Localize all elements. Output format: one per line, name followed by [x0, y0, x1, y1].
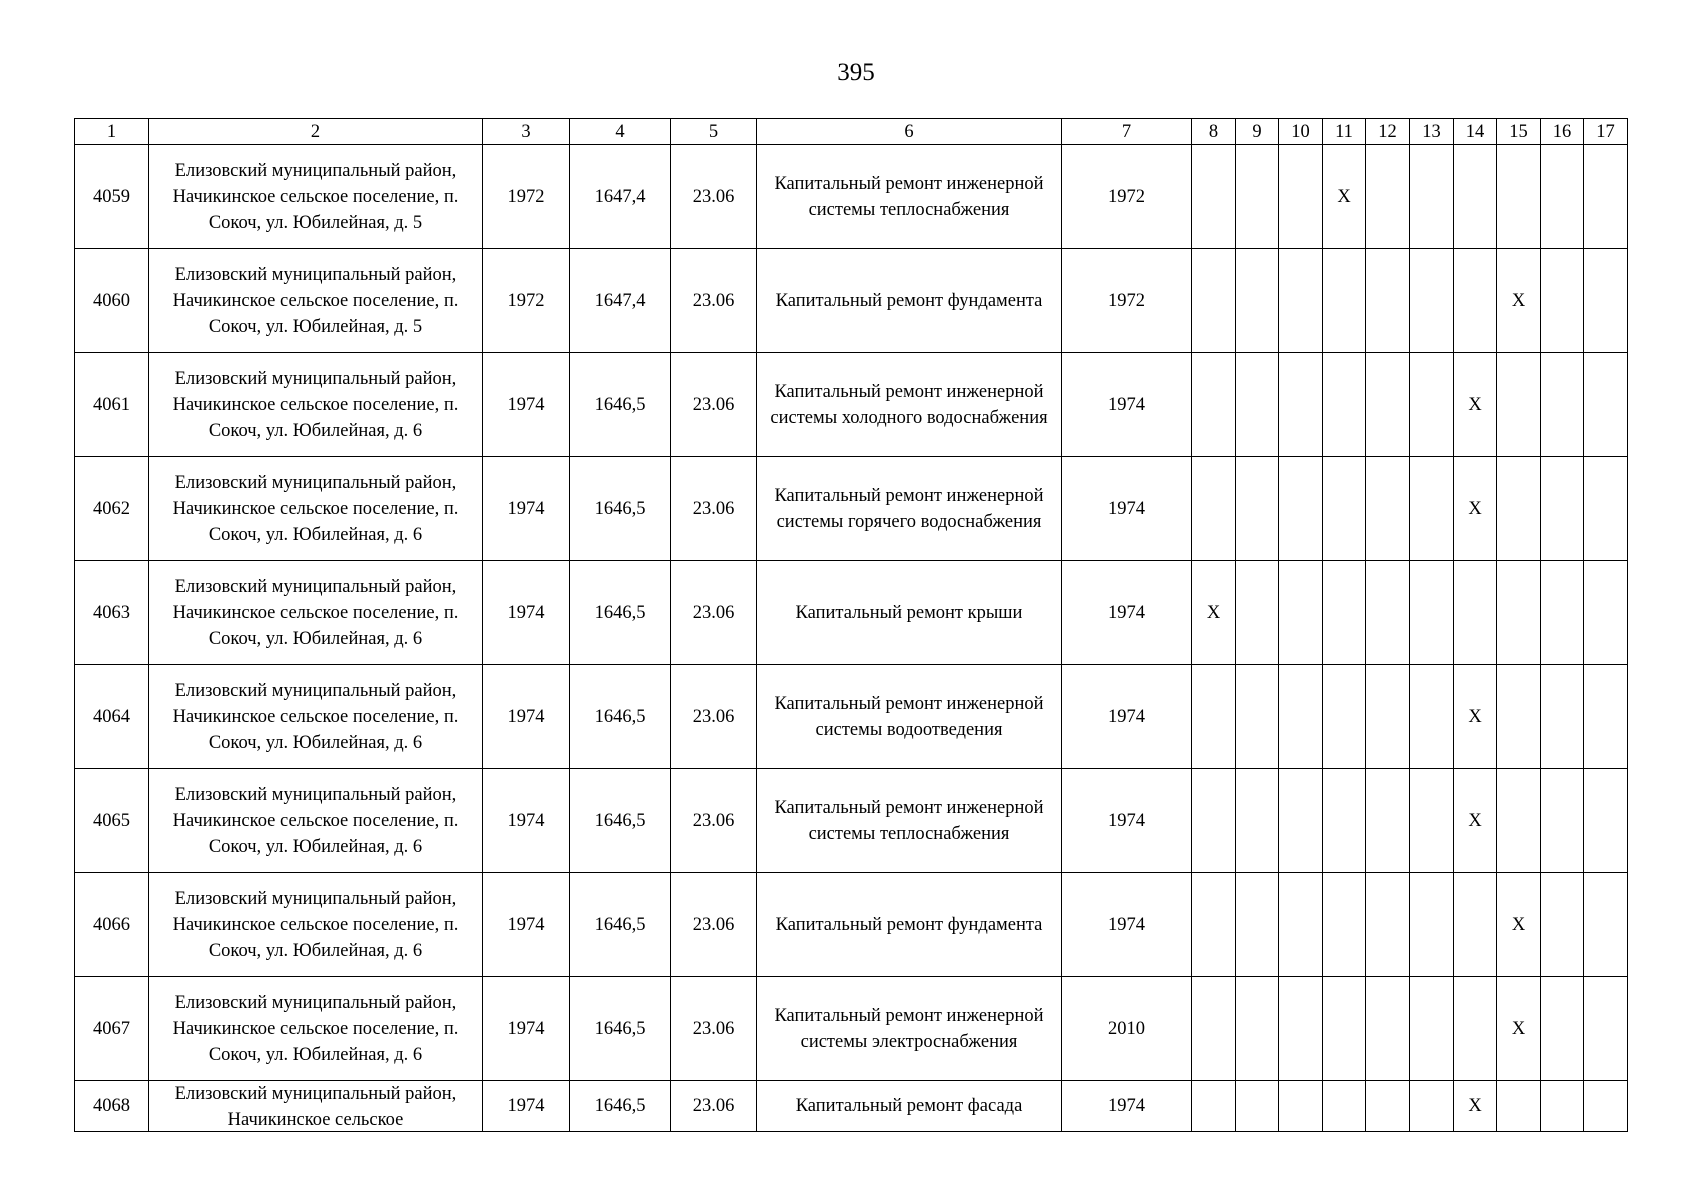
mark-cell-col-12 — [1366, 457, 1410, 561]
mark-cell-col-13 — [1410, 873, 1454, 977]
mark-cell-col-16 — [1541, 457, 1584, 561]
area-cell: 1646,5 — [570, 873, 671, 977]
mark-cell-col-15 — [1497, 769, 1541, 873]
mark-cell-col-15: X — [1497, 249, 1541, 353]
mark-cell-col-12 — [1366, 977, 1410, 1081]
area-cell: 1646,5 — [570, 561, 671, 665]
area-cell: 1646,5 — [570, 353, 671, 457]
mark-cell-col-14 — [1454, 145, 1497, 249]
mark-cell-col-10 — [1279, 1081, 1323, 1132]
mark-cell-col-15 — [1497, 145, 1541, 249]
mark-cell-col-8 — [1192, 457, 1236, 561]
mark-cell-col-15: X — [1497, 977, 1541, 1081]
year-built-cell: 1974 — [483, 561, 570, 665]
area-cell: 1646,5 — [570, 665, 671, 769]
mark-cell-col-15 — [1497, 665, 1541, 769]
mark-cell-col-13 — [1410, 457, 1454, 561]
mark-cell-col-17 — [1584, 457, 1628, 561]
address-cell — [149, 145, 483, 249]
year-cell: 1974 — [1062, 665, 1192, 769]
address-text: Елизовский муниципальный район, Начикинское сельское поселение, п. Сокоч, ул. Юбилейная, д. 6 — [172, 888, 459, 961]
mark-cell-col-15 — [1497, 1081, 1541, 1132]
year-built-cell: 1974 — [483, 873, 570, 977]
mark-cell-col-8 — [1192, 249, 1236, 353]
mark-cell-col-8: X — [1192, 561, 1236, 665]
mark-cell-col-17 — [1584, 769, 1628, 873]
year-built-cell: 1972 — [483, 145, 570, 249]
mark-cell-col-10 — [1279, 457, 1323, 561]
table-row — [75, 873, 1628, 977]
address-text: Елизовский муниципальный район, Начикинское сельское — [174, 1084, 457, 1130]
column-number-header: 10 — [1279, 119, 1323, 145]
mark-cell-col-16 — [1541, 561, 1584, 665]
table-row — [75, 769, 1628, 873]
mark-cell-col-10 — [1279, 249, 1323, 353]
mark-cell-col-10 — [1279, 561, 1323, 665]
code-cell: 23.06 — [671, 665, 757, 769]
mark-cell-col-17 — [1584, 561, 1628, 665]
mark-cell-col-13 — [1410, 1081, 1454, 1132]
year-cell: 1974 — [1062, 873, 1192, 977]
year-built-cell: 1974 — [483, 1081, 570, 1132]
year-cell: 1972 — [1062, 249, 1192, 353]
table-row — [75, 353, 1628, 457]
area-cell: 1646,5 — [570, 457, 671, 561]
mark-cell-col-12 — [1366, 249, 1410, 353]
column-number-header: 16 — [1541, 119, 1584, 145]
mark-cell-col-8 — [1192, 353, 1236, 457]
mark-cell-col-9 — [1236, 561, 1279, 665]
address-text: Елизовский муниципальный район, Начикинское сельское поселение, п. Сокоч, ул. Юбилейная, д. 5 — [172, 160, 459, 233]
code-cell: 23.06 — [671, 457, 757, 561]
mark-cell-col-9 — [1236, 457, 1279, 561]
mark-cell-col-9 — [1236, 977, 1279, 1081]
mark-cell-col-9 — [1236, 145, 1279, 249]
mark-cell-col-8 — [1192, 1081, 1236, 1132]
mark-cell-col-8 — [1192, 977, 1236, 1081]
mark-cell-col-14: X — [1454, 353, 1497, 457]
address-cell — [149, 353, 483, 457]
mark-cell-col-10 — [1279, 769, 1323, 873]
mark-cell-col-15 — [1497, 561, 1541, 665]
table-row — [75, 561, 1628, 665]
column-number-header: 14 — [1454, 119, 1497, 145]
work-type-cell: Капитальный ремонт фундамента — [757, 873, 1062, 977]
mark-cell-col-16 — [1541, 353, 1584, 457]
mark-cell-col-14: X — [1454, 1081, 1497, 1132]
mark-cell-col-11 — [1323, 873, 1366, 977]
mark-cell-col-12 — [1366, 561, 1410, 665]
mark-cell-col-10 — [1279, 977, 1323, 1081]
year-cell: 1974 — [1062, 561, 1192, 665]
address-text: Елизовский муниципальный район, Начикинское сельское поселение, п. Сокоч, ул. Юбилейная, д. 6 — [172, 368, 459, 441]
mark-cell-col-16 — [1541, 665, 1584, 769]
column-number-header: 13 — [1410, 119, 1454, 145]
area-cell: 1647,4 — [570, 145, 671, 249]
mark-cell-col-8 — [1192, 665, 1236, 769]
table-row — [75, 1081, 1628, 1132]
mark-cell-col-11 — [1323, 977, 1366, 1081]
record-number-cell: 4066 — [75, 873, 149, 977]
address-text: Елизовский муниципальный район, Начикинское сельское поселение, п. Сокоч, ул. Юбилейная, д. 6 — [172, 992, 459, 1065]
mark-cell-col-13 — [1410, 353, 1454, 457]
year-cell: 1974 — [1062, 457, 1192, 561]
mark-cell-col-8 — [1192, 145, 1236, 249]
column-number-header: 5 — [671, 119, 757, 145]
year-cell: 2010 — [1062, 977, 1192, 1081]
column-number-header: 4 — [570, 119, 671, 145]
code-cell: 23.06 — [671, 1081, 757, 1132]
mark-cell-col-16 — [1541, 769, 1584, 873]
mark-cell-col-10 — [1279, 873, 1323, 977]
mark-cell-col-17 — [1584, 353, 1628, 457]
mark-cell-col-10 — [1279, 353, 1323, 457]
code-cell: 23.06 — [671, 561, 757, 665]
mark-cell-col-17 — [1584, 665, 1628, 769]
mark-cell-col-11 — [1323, 665, 1366, 769]
area-cell: 1646,5 — [570, 769, 671, 873]
work-type-cell: Капитальный ремонт фасада — [757, 1081, 1062, 1132]
table-row — [75, 665, 1628, 769]
column-number-header: 2 — [149, 119, 483, 145]
record-number-cell: 4062 — [75, 457, 149, 561]
mark-cell-col-12 — [1366, 665, 1410, 769]
table-row — [75, 977, 1628, 1081]
mark-cell-col-11 — [1323, 769, 1366, 873]
work-type-cell: Капитальный ремонт крыши — [757, 561, 1062, 665]
address-cell — [149, 249, 483, 353]
mark-cell-col-16 — [1541, 249, 1584, 353]
address-cell — [149, 665, 483, 769]
address-cell — [149, 977, 483, 1081]
address-text: Елизовский муниципальный район, Начикинское сельское поселение, п. Сокоч, ул. Юбилейная, д. 6 — [172, 472, 459, 545]
mark-cell-col-9 — [1236, 249, 1279, 353]
mark-cell-col-16 — [1541, 1081, 1584, 1132]
column-number-header: 6 — [757, 119, 1062, 145]
column-number-row — [75, 119, 1628, 145]
column-number-header: 17 — [1584, 119, 1628, 145]
mark-cell-col-14 — [1454, 561, 1497, 665]
mark-cell-col-9 — [1236, 665, 1279, 769]
column-number-header: 8 — [1192, 119, 1236, 145]
address-cell — [149, 769, 483, 873]
mark-cell-col-16 — [1541, 145, 1584, 249]
mark-cell-col-9 — [1236, 769, 1279, 873]
code-cell: 23.06 — [671, 353, 757, 457]
mark-cell-col-11: X — [1323, 145, 1366, 249]
mark-cell-col-14: X — [1454, 665, 1497, 769]
record-number-cell: 4065 — [75, 769, 149, 873]
table-row — [75, 145, 1628, 249]
mark-cell-col-17 — [1584, 873, 1628, 977]
year-built-cell: 1974 — [483, 457, 570, 561]
address-text: Елизовский муниципальный район, Начикинское сельское поселение, п. Сокоч, ул. Юбилейная, д. 6 — [172, 680, 459, 753]
mark-cell-col-14 — [1454, 873, 1497, 977]
record-number-cell: 4068 — [75, 1081, 149, 1132]
address-text: Елизовский муниципальный район, Начикинское сельское поселение, п. Сокоч, ул. Юбилейная, д. 6 — [172, 784, 459, 857]
column-number-header: 3 — [483, 119, 570, 145]
page-number: 395 — [837, 59, 875, 86]
record-number-cell: 4060 — [75, 249, 149, 353]
mark-cell-col-11 — [1323, 457, 1366, 561]
address-cell — [149, 457, 483, 561]
address-cell — [149, 873, 483, 977]
mark-cell-col-13 — [1410, 769, 1454, 873]
address-text: Елизовский муниципальный район, Начикинское сельское поселение, п. Сокоч, ул. Юбилейная, д. 5 — [172, 264, 459, 337]
code-cell: 23.06 — [671, 977, 757, 1081]
code-cell: 23.06 — [671, 873, 757, 977]
code-cell: 23.06 — [671, 769, 757, 873]
year-cell: 1972 — [1062, 145, 1192, 249]
mark-cell-col-11 — [1323, 561, 1366, 665]
mark-cell-col-8 — [1192, 873, 1236, 977]
record-number-cell: 4061 — [75, 353, 149, 457]
mark-cell-col-12 — [1366, 873, 1410, 977]
mark-cell-col-11 — [1323, 353, 1366, 457]
mark-cell-col-12 — [1366, 769, 1410, 873]
column-number-header: 1 — [75, 119, 149, 145]
mark-cell-col-16 — [1541, 873, 1584, 977]
work-type-cell: Капитальный ремонт инженерной системы горячего водоснабжения — [757, 457, 1062, 561]
mark-cell-col-13 — [1410, 145, 1454, 249]
mark-cell-col-13 — [1410, 665, 1454, 769]
repair-schedule-table — [74, 118, 1628, 1132]
year-cell: 1974 — [1062, 1081, 1192, 1132]
column-number-header: 9 — [1236, 119, 1279, 145]
column-number-header: 15 — [1497, 119, 1541, 145]
mark-cell-col-12 — [1366, 1081, 1410, 1132]
record-number-cell: 4064 — [75, 665, 149, 769]
mark-cell-col-14: X — [1454, 769, 1497, 873]
work-type-cell: Капитальный ремонт фундамента — [757, 249, 1062, 353]
mark-cell-col-15: X — [1497, 873, 1541, 977]
year-cell: 1974 — [1062, 769, 1192, 873]
mark-cell-col-14 — [1454, 249, 1497, 353]
year-cell: 1974 — [1062, 353, 1192, 457]
mark-cell-col-11 — [1323, 249, 1366, 353]
mark-cell-col-14 — [1454, 977, 1497, 1081]
mark-cell-col-11 — [1323, 1081, 1366, 1132]
code-cell: 23.06 — [671, 249, 757, 353]
mark-cell-col-15 — [1497, 353, 1541, 457]
year-built-cell: 1972 — [483, 249, 570, 353]
mark-cell-col-16 — [1541, 977, 1584, 1081]
record-number-cell: 4067 — [75, 977, 149, 1081]
area-cell: 1646,5 — [570, 977, 671, 1081]
address-cell — [149, 1081, 483, 1132]
mark-cell-col-9 — [1236, 353, 1279, 457]
mark-cell-col-13 — [1410, 561, 1454, 665]
mark-cell-col-10 — [1279, 145, 1323, 249]
table-row — [75, 457, 1628, 561]
column-number-header: 7 — [1062, 119, 1192, 145]
column-number-header: 12 — [1366, 119, 1410, 145]
mark-cell-col-9 — [1236, 873, 1279, 977]
mark-cell-col-13 — [1410, 977, 1454, 1081]
mark-cell-col-15 — [1497, 457, 1541, 561]
table-body — [75, 145, 1628, 1132]
mark-cell-col-17 — [1584, 977, 1628, 1081]
area-cell: 1647,4 — [570, 249, 671, 353]
area-cell: 1646,5 — [570, 1081, 671, 1132]
mark-cell-col-8 — [1192, 769, 1236, 873]
mark-cell-col-17 — [1584, 249, 1628, 353]
mark-cell-col-17 — [1584, 145, 1628, 249]
record-number-cell: 4059 — [75, 145, 149, 249]
year-built-cell: 1974 — [483, 353, 570, 457]
mark-cell-col-10 — [1279, 665, 1323, 769]
column-number-header: 11 — [1323, 119, 1366, 145]
record-number-cell: 4063 — [75, 561, 149, 665]
mark-cell-col-17 — [1584, 1081, 1628, 1132]
mark-cell-col-9 — [1236, 1081, 1279, 1132]
year-built-cell: 1974 — [483, 665, 570, 769]
mark-cell-col-12 — [1366, 353, 1410, 457]
work-type-cell: Капитальный ремонт инженерной системы теплоснабжения — [757, 145, 1062, 249]
year-built-cell: 1974 — [483, 977, 570, 1081]
address-text: Елизовский муниципальный район, Начикинское сельское поселение, п. Сокоч, ул. Юбилейная, д. 6 — [172, 576, 459, 649]
work-type-cell: Капитальный ремонт инженерной системы теплоснабжения — [757, 769, 1062, 873]
table-row — [75, 249, 1628, 353]
work-type-cell: Капитальный ремонт инженерной системы электроснабжения — [757, 977, 1062, 1081]
year-built-cell: 1974 — [483, 769, 570, 873]
mark-cell-col-14: X — [1454, 457, 1497, 561]
work-type-cell: Капитальный ремонт инженерной системы холодного водоснабжения — [757, 353, 1062, 457]
code-cell: 23.06 — [671, 145, 757, 249]
work-type-cell: Капитальный ремонт инженерной системы водоотведения — [757, 665, 1062, 769]
address-cell — [149, 561, 483, 665]
mark-cell-col-12 — [1366, 145, 1410, 249]
mark-cell-col-13 — [1410, 249, 1454, 353]
